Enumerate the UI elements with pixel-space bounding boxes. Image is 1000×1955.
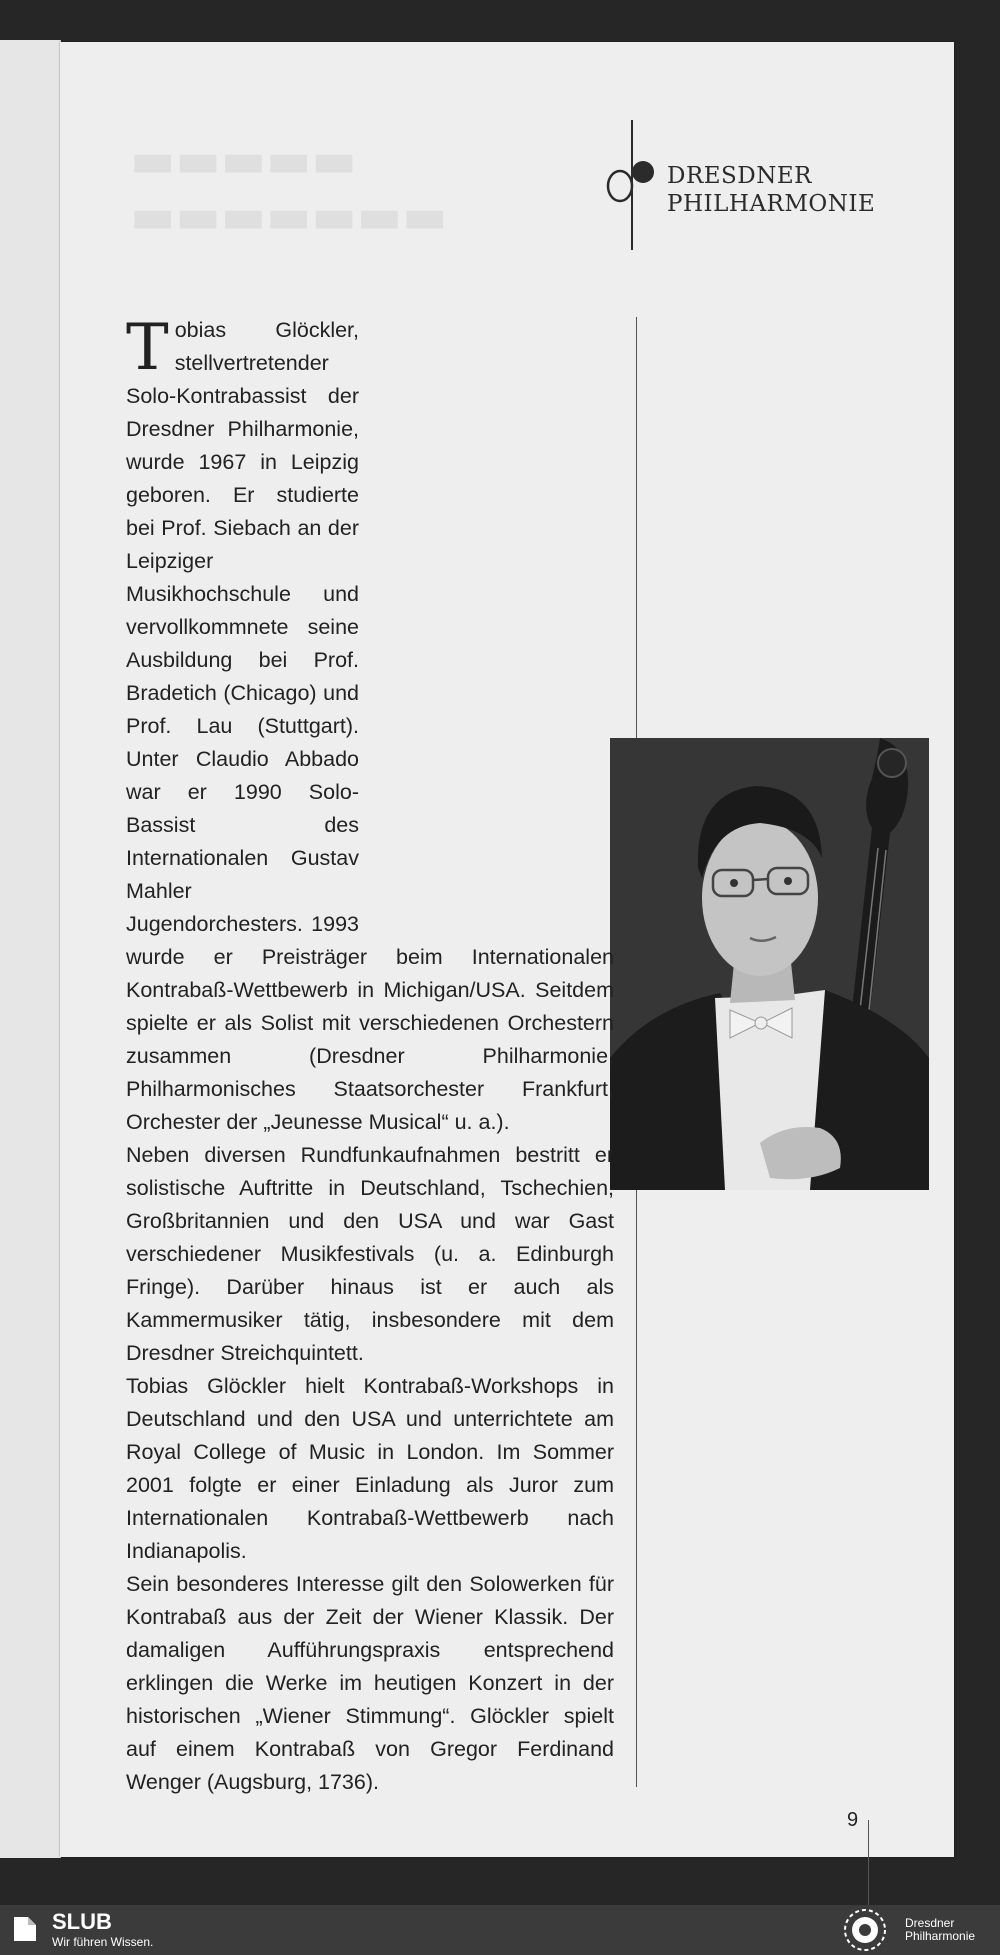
- subject-name: obias Glöckler,: [174, 318, 359, 342]
- paragraph-2: Neben diversen Rundfunkaufnahmen bestritt er solistische Auftritte in Deutschland, Tschechien, Großbritannien und den USA und war Gast verschiedener Musikfestivals (u. a. Edinburgh Fringe). Darüber hinaus ist er auch als Kammermusiker tätig, insbesondere mit dem Dresdner Streichquintett.: [126, 1143, 614, 1365]
- page-number-divider: [868, 1820, 869, 1905]
- portrait-photo: [610, 738, 929, 1190]
- dresdner-philharmonie-logo: [595, 90, 935, 290]
- library-name: SLUB: [52, 1909, 112, 1934]
- paragraph-3: Tobias Glöckler hielt Kontrabaß-Workshops in Deutschland und den USA und unterrichtete am Royal College of Music in London. Im Sommer 2001 folgte er einer Einladung als Juror zum Internationalen Kontrabaß-Wettbewerb nach Indianapolis.: [126, 1374, 614, 1563]
- philharmonie-emblem-icon: [838, 1907, 892, 1953]
- drop-cap: T: [126, 311, 169, 385]
- footer-bar: [0, 1905, 1000, 1955]
- partner-wordmark: [905, 1917, 975, 1943]
- biography-text: [126, 311, 614, 1799]
- paragraph-1: [126, 311, 614, 1139]
- partner-line-2: Philharmonie: [905, 1929, 976, 1943]
- bleed-through-heading: ▬▬▬▬▬ ▬▬▬▬▬▬▬: [130, 132, 448, 244]
- library-tagline: Wir führen Wissen.: [52, 1935, 154, 1949]
- portrait-illustration: [610, 738, 929, 1190]
- document-page: [60, 42, 954, 1857]
- logo-line-2: PHILHARMONIE: [667, 191, 876, 217]
- photo-wrap-space: [359, 604, 614, 934]
- partner-line-1: Dresdner: [905, 1916, 955, 1930]
- logo-line-1: DRESDNER: [667, 163, 812, 189]
- logo-wordmark: [667, 162, 875, 218]
- adjacent-page-edge: [0, 40, 61, 1858]
- philharmonie-logo-icon: [595, 120, 655, 250]
- page-number: 9: [847, 1809, 859, 1831]
- paragraph-4: Sein besonderes Interesse gilt den Solowerken für Kontrabaß aus der Zeit der Wiener Klassik. Der damaligen Aufführungspraxis entsprechend erklingen die Werke im heutigen Konzert in der historischen „Wiener Stimmung“. Glöckler spielt auf einem Kontrabaß von Gregor Ferdinand Wenger (Augsburg, 1736).: [126, 1572, 614, 1794]
- paragraph-1-text: stellvertretender Solo-Kontrabassist der Dresdner Philharmonie, wurde 1967 in Leipzig geboren. Er studierte bei Prof. Siebach an der Leipziger Musikhochschule und vervollkommnete seine Ausbildung bei Prof. Bradetich (Chicago) und Prof. Lau (Stuttgart). Unter Claudio Abbado war er 1990 Solo-Bassist des Internationalen Gustav Mahler Jugendorchesters. 1993 wurde er Preisträger beim Internationalen Kontrabaß-Wettbewerb in Michigan/USA. Seitdem spielte er als Solist mit verschiedenen Orchestern zusammen (Dresdner Philharmonie, Philharmonisches Staatsorchester Frankfurt, Orchester der „Jeunesse Musical“ u. a.).: [126, 351, 614, 1134]
- document-icon: [12, 1915, 38, 1943]
